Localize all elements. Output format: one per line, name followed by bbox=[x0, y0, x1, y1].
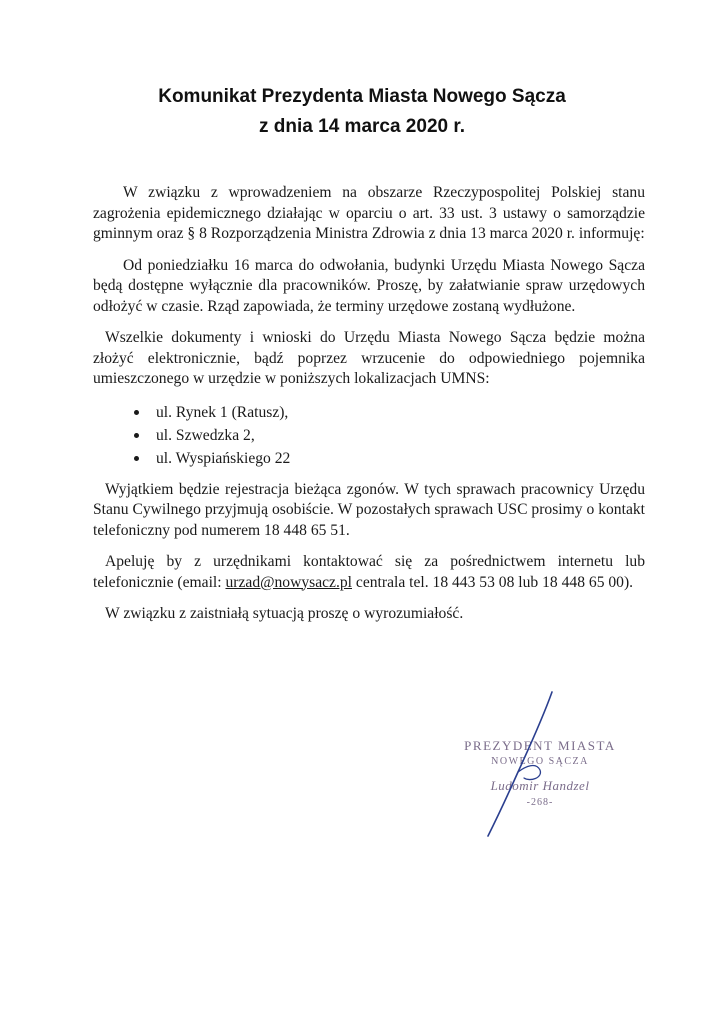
bullet-icon bbox=[134, 456, 139, 461]
document-title: Komunikat Prezydenta Miasta Nowego Sącza bbox=[158, 86, 566, 107]
document-body bbox=[93, 183, 645, 636]
stamp-city: NOWEGO SĄCZA bbox=[491, 756, 589, 767]
bullet-icon bbox=[134, 433, 139, 438]
bullet-icon bbox=[134, 410, 139, 415]
list-item: ul. Szwedzka 2, bbox=[134, 424, 645, 447]
stamp-name: Ludomir Handzel bbox=[490, 778, 590, 793]
locations-list bbox=[93, 401, 645, 470]
paragraph-documents: Wszelkie dokumenty i wnioski do Urzędu Miasta Nowego Sącza będzie można złożyć elektronicznie, bądź poprzez wrzucenie do odpowiedniego pojemnika umieszczonego w urzędzie w poniższych lokalizacjach UMNS: bbox=[93, 329, 645, 387]
paragraph-closure: Od poniedziałku 16 marca do odwołania, budynki Urzędu Miasta Nowego Sącza będą dostępne wyłącznie dla pracowników. Proszę, by załatwianie spraw urzędowych odłożyć w czasie. Rząd zapowiada, że terminy urzędowe zostaną wydłużone. bbox=[93, 256, 645, 315]
document-date: z dnia 14 marca 2020 r. bbox=[259, 116, 465, 137]
paragraph-contact: Apeluję by z urzędnikami kontaktować się za pośrednictwem internetu lub telefonicznie (email: urzad@nowysacz.pl centrala tel. 18 443 53 08 lub 18 448 65 00). bbox=[93, 553, 645, 591]
handwritten-signature-icon bbox=[470, 690, 580, 840]
stamp-number: -268- bbox=[526, 797, 554, 808]
list-item: ul. Wyspiańskiego 22 bbox=[134, 447, 645, 470]
paragraph-closing: W związku z zaistniałą sytuacją proszę o wyrozumiałość. bbox=[105, 605, 464, 622]
list-item: ul. Rynek 1 (Ratusz), bbox=[134, 401, 645, 424]
email-link[interactable]: urzad@nowysacz.pl bbox=[225, 573, 352, 591]
paragraph-intro: W związku z wprowadzeniem na obszarze Rzeczypospolitej Polskiej stanu zagrożenia epidemicznego działając w oparciu o art. 33 ust. 3 ustawy o samorządzie gminnym oraz § 8 Rozporządzenia Ministra Zdrowia z dnia 13 marca 2020 r. informuję: bbox=[93, 184, 645, 242]
stamp-title: PREZYDENT MIASTA bbox=[464, 738, 616, 753]
paragraph-exception: Wyjątkiem będzie rejestracja bieżąca zgonów. W tych sprawach pracownicy Urzędu Stanu Cywilnego przyjmują osobiście. W pozostałych sprawach USC prosimy o kontakt telefoniczny pod numerem 18 448 65 51. bbox=[93, 480, 645, 539]
